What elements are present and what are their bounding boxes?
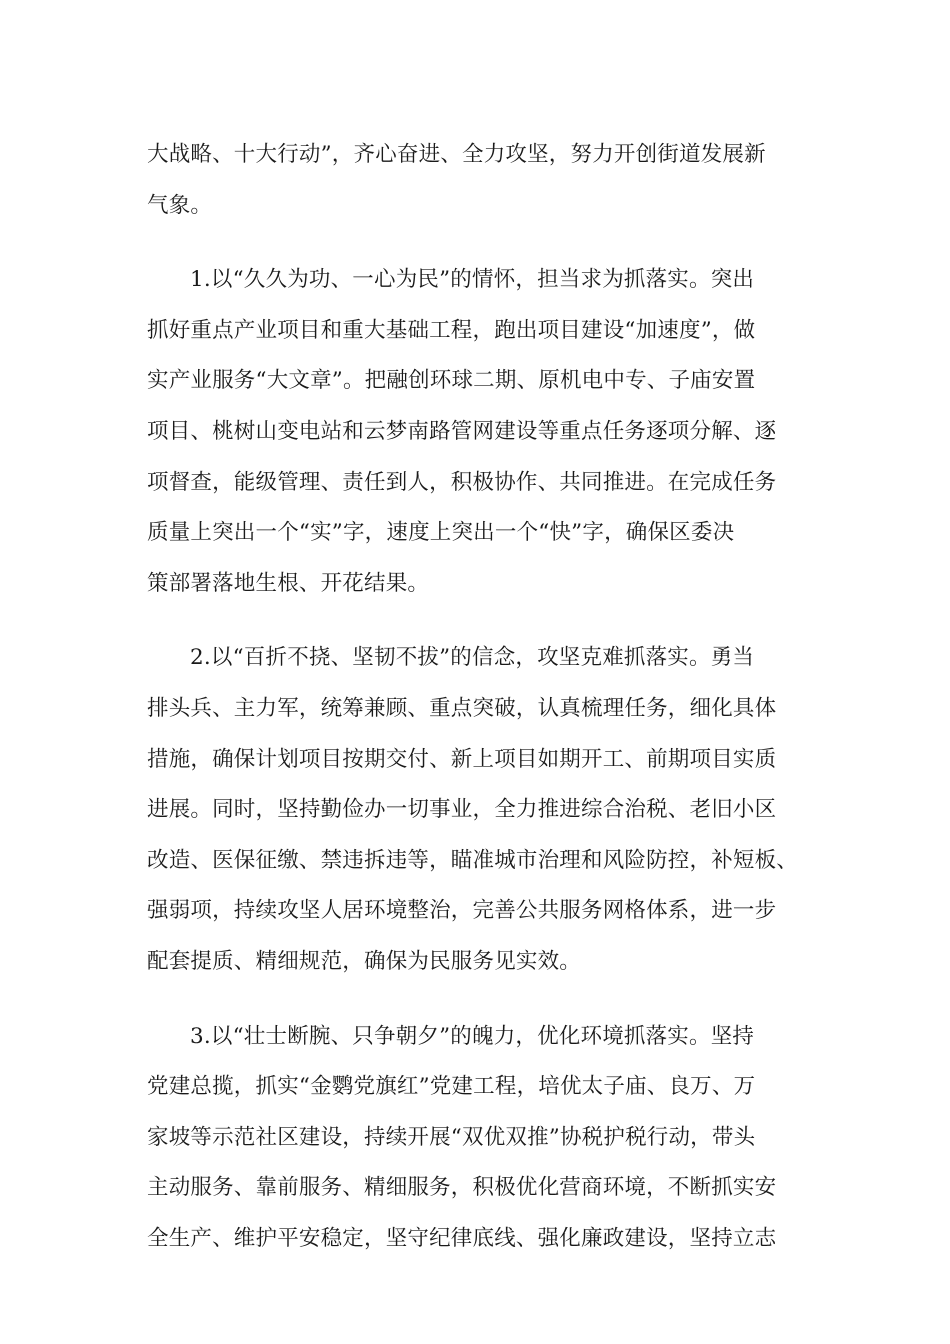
paragraph-2-line: 进展。同时，坚持勤俭办一切事业，全力推进综合治税、老旧小区: [147, 797, 777, 823]
paragraph-3-line: 3.以“壮士断腕、只争朝夕”的魄力，优化环境抓落实。坚持: [190, 1023, 755, 1049]
paragraph-line: 大战略、十大行动”，齐心奋进、全力攻坚，努力开创街道发展新: [147, 142, 766, 167]
paragraph-1-line: 策部署落地生根、开花结果。: [147, 570, 430, 596]
document-body: [147, 130, 812, 1264]
paragraph-1-line: 实产业服务“大文章”。把融创环球二期、原机电中专、子庙安置: [147, 368, 756, 394]
paragraph-3-line: 全生产、维护平安稳定，坚守纪律底线、强化廉政建设，坚持立志: [147, 1225, 777, 1251]
paragraph-line: 气象。: [147, 192, 213, 218]
paragraph-1-line: 质量上突出一个“实”字，速度上突出一个“快”字，确保区委决: [147, 520, 735, 546]
paragraph-1-line: 项目、桃树山变电站和云梦南路管网建设等重点任务逐项分解、逐: [147, 418, 777, 444]
paragraph-2-line: 配套提质、精细规范，确保为民服务见实效。: [147, 948, 582, 974]
paragraph-1-line: 抓好重点产业项目和重大基础工程，跑出项目建设“加速度”，做: [147, 317, 756, 343]
paragraph-2-line: 措施，确保计划项目按期交付、新上项目如期开工、前期项目实质: [147, 746, 777, 772]
paragraph-3-line: 主动服务、靠前服务、精细服务，积极优化营商环境，不断抓实安: [147, 1175, 777, 1201]
paragraph-3-line: 家坡等示范社区建设，持续开展“双优双推”协税护税行动，带头: [147, 1124, 756, 1150]
paragraph-1-line: 项督查，能级管理、责任到人，积极协作、共同推进。在完成任务: [147, 469, 777, 495]
paragraph-1-line: 1.以“久久为功、一心为民”的情怀，担当求为抓落实。突出: [190, 267, 755, 293]
paragraph-3-line: 党建总揽，抓实“金鹦党旗红”党建工程，培优太子庙、良万、万: [147, 1074, 756, 1100]
paragraph-2-line: 强弱项，持续攻坚人居环境整治，完善公共服务网格体系，进一步: [147, 898, 777, 924]
paragraph-2-line: 改造、医保征缴、禁违拆违等，瞄准城市治理和风险防控，补短板、: [147, 847, 799, 873]
paragraph-2-line: 排头兵、主力军，统筹兼顾、重点突破，认真梳理任务，细化具体: [147, 695, 777, 721]
paragraph-2-line: 2.以“百折不挠、坚韧不拔”的信念，攻坚克难抓落实。勇当: [190, 645, 755, 671]
